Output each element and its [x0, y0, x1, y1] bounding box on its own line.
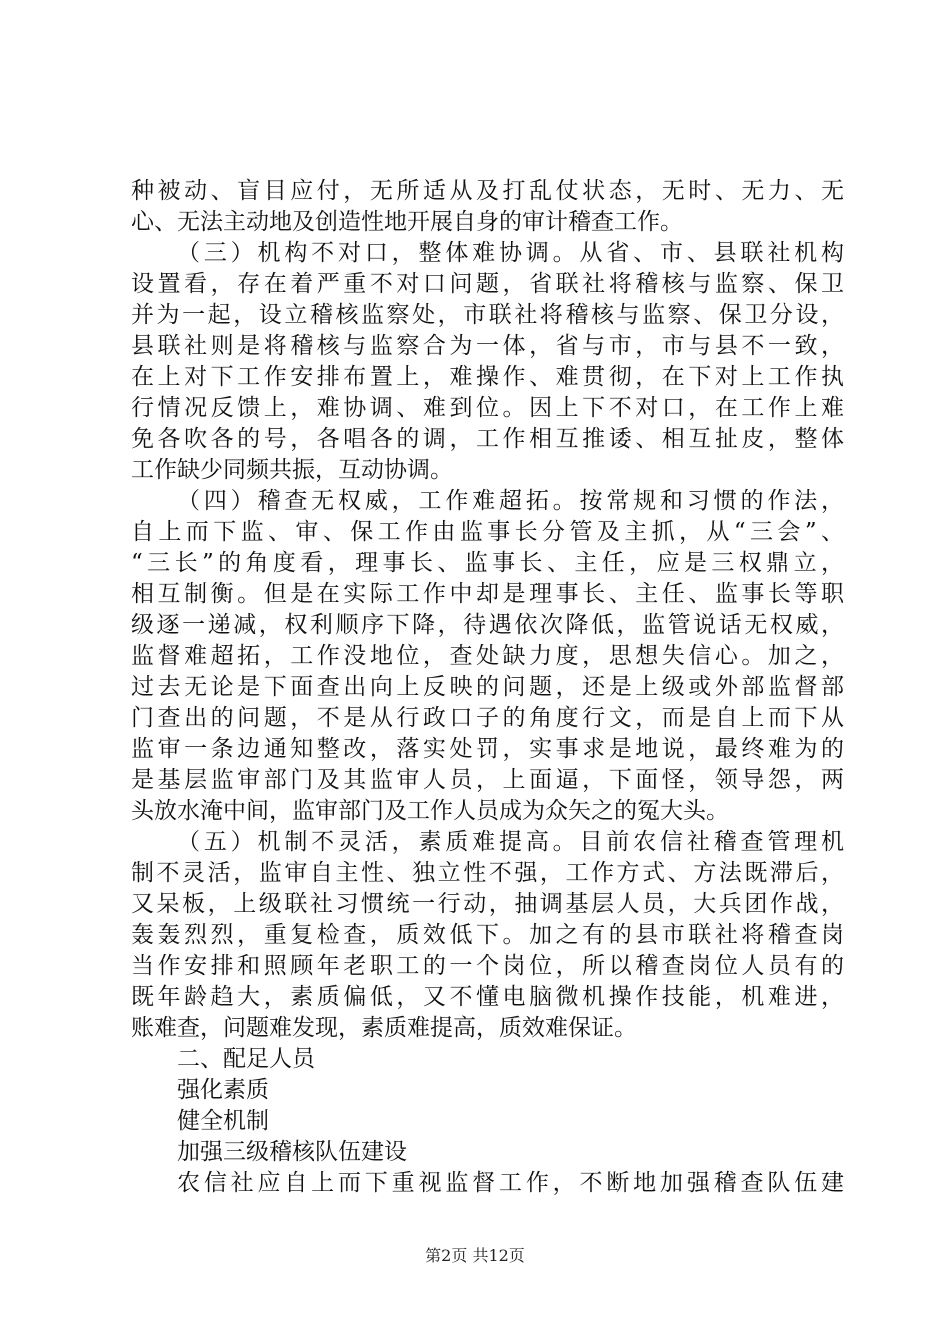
text-line: 既年龄趋大，素质偏低，又不懂电脑微机操作技能，机难进，	[131, 984, 844, 1010]
section-heading: 二、配足人员	[177, 1046, 315, 1072]
text-line: 级逐一递减，权利顺序下降，待遇依次降低，监管说话无权威，	[131, 612, 844, 638]
text-line: 当作安排和照顾年老职工的一个岗位，所以稽查岗位人员有的	[131, 953, 844, 979]
text-line: 相互制衡。但是在实际工作中却是理事长、主任、监事长等职	[131, 581, 844, 607]
text-line: 县联社则是将稽核与监察合为一体，省与市，市与县不一致，	[131, 333, 844, 359]
section-subheading: 加强三级稽核队伍建设	[177, 1139, 407, 1165]
text-line: 农信社应自上而下重视监督工作，不断地加强稽查队伍建	[177, 1170, 844, 1196]
page-footer: 第2页 共12页	[425, 1246, 525, 1265]
text-line: 心、无法主动地及创造性地开展自身的审计稽查工作。	[131, 209, 683, 235]
document-body	[131, 176, 844, 1199]
text-line: 种被动、盲目应付，无所适从及打乱仗状态，无时、无力、无	[131, 178, 844, 204]
text-line: 制不灵活，监审自主性、独立性不强，工作方式、方法既滞后，	[131, 860, 844, 886]
paragraph-heading-3: （三）机构不对口，整体难协调。从省、市、县联社机构	[177, 240, 844, 266]
text-line: 头放水淹中间，监审部门及工作人员成为众矢之的冤大头。	[131, 798, 729, 824]
text-line: 是基层监审部门及其监审人员，上面逼，下面怪，领导怨，两	[131, 767, 844, 793]
paragraph-heading-5: （五）机制不灵活，素质难提高。目前农信社稽查管理机	[177, 829, 844, 855]
text-line: 又呆板，上级联社习惯统一行动，抽调基层人员，大兵团作战，	[131, 891, 844, 917]
text-line: “三长”的角度看，理事长、监事长、主任，应是三权鼎立，	[131, 550, 844, 576]
section-subheading: 强化素质	[177, 1077, 269, 1103]
text-line: 自上而下监、审、保工作由监事长分管及主抓，从“三会”、	[131, 519, 844, 545]
text-line: 监审一条边通知整改，落实处罚，实事求是地说，最终难为的	[131, 736, 844, 762]
text-line: 监督难超拓，工作没地位，查处缺力度，思想失信心。加之，	[131, 643, 844, 669]
text-line: 轰轰烈烈，重复检查，质效低下。加之有的县市联社将稽查岗	[131, 922, 844, 948]
text-line: 过去无论是下面查出向上反映的问题，还是上级或外部监督部	[131, 674, 844, 700]
text-line: 设置看，存在着严重不对口问题，省联社将稽核与监察、保卫	[131, 271, 844, 297]
section-subheading: 健全机制	[177, 1108, 269, 1134]
text-line: 在上对下工作安排布置上，难操作、难贯彻，在下对上工作执	[131, 364, 844, 390]
text-line: 行情况反馈上，难协调、难到位。因上下不对口，在工作上难	[131, 395, 844, 421]
text-line: 账难查，问题难发现，素质难提高，质效难保证。	[131, 1015, 637, 1041]
text-line: 免各吹各的号，各唱各的调，工作相互推诿、相互扯皮，整体	[131, 426, 844, 452]
text-line: 并为一起，设立稽核监察处，市联社将稽核与监察、保卫分设，	[131, 302, 844, 328]
text-line: 工作缺少同频共振，互动协调。	[131, 457, 453, 483]
text-line: 门查出的问题，不是从行政口子的角度行文，而是自上而下从	[131, 705, 844, 731]
paragraph-heading-4: （四）稽查无权威，工作难超拓。按常规和习惯的作法，	[177, 488, 844, 514]
